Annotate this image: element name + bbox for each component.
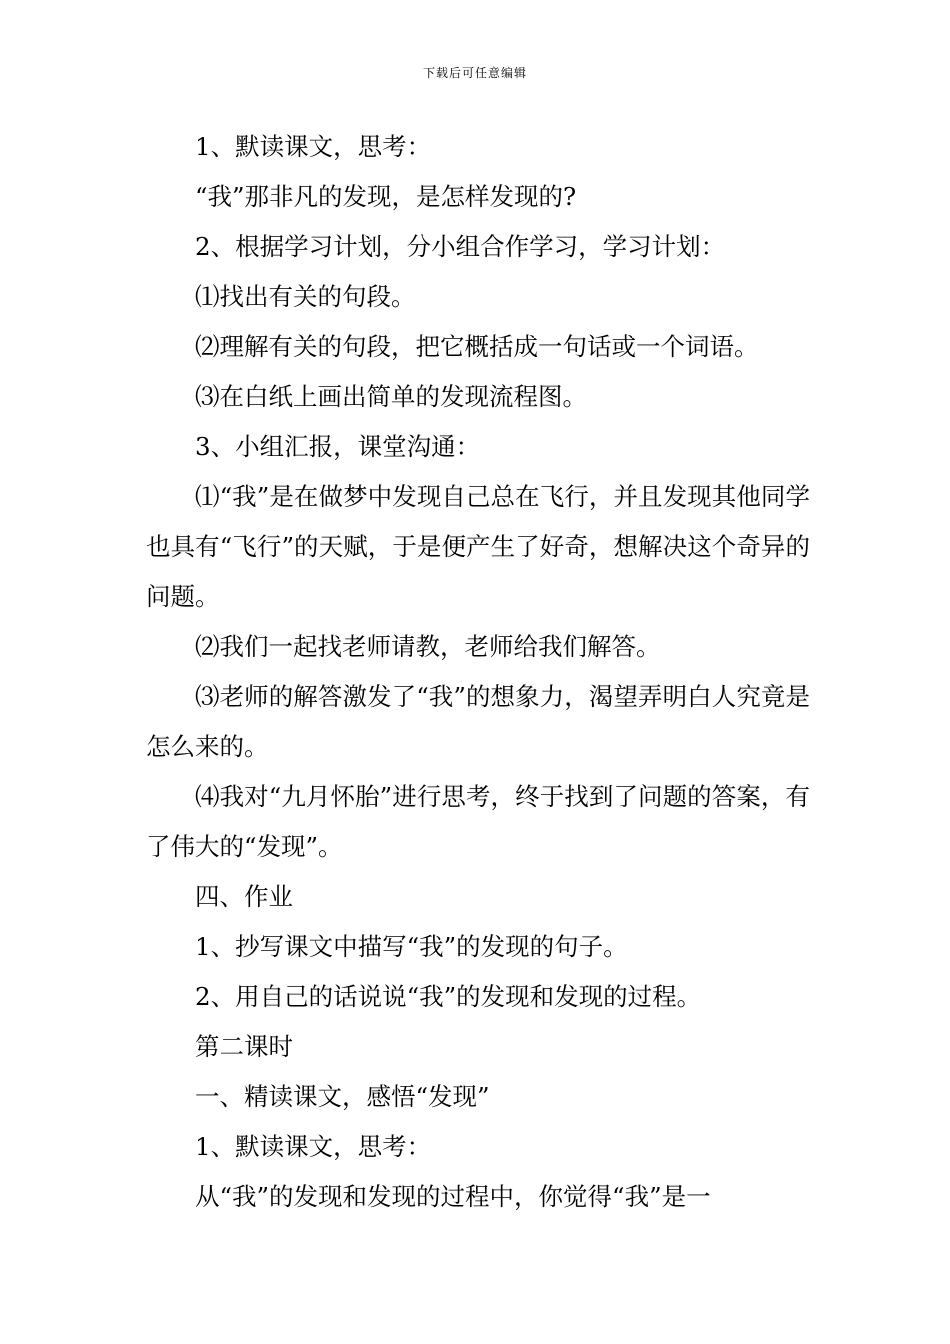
page-header: 下载后可任意编辑 — [422, 66, 527, 80]
paragraph-17: 1、默读课文，思考： — [195, 1132, 432, 1161]
paragraph-4: ⑴找出有关的句段。 — [195, 282, 416, 311]
paragraph-9: ⑵我们一起找老师请教，老师给我们解答。 — [195, 632, 661, 661]
paragraph-14: 2、用自己的话说说“我”的发现和发现的过程。 — [195, 982, 702, 1011]
paragraph-3: 2、根据学习计划，分小组合作学习，学习计划： — [195, 232, 726, 261]
paragraph-6: ⑶在白纸上画出简单的发现流程图。 — [195, 382, 587, 411]
paragraph-5: ⑵理解有关的句段，把它概括成一句话或一个词语。 — [195, 332, 759, 361]
paragraph-11: ⑷我对“九月怀胎”进行思考，终于找到了问题的答案，有了伟大的“发现”。 — [146, 782, 810, 861]
paragraph-7: 3、小组汇报，课堂沟通： — [195, 432, 481, 461]
paragraph-18: 从“我”的发现和发现的过程中，你觉得“我”是一 — [195, 1182, 711, 1211]
paragraph-15: 第二课时 — [195, 1032, 293, 1061]
paragraph-2: “我”那非凡的发现，是怎样发现的? — [195, 182, 577, 211]
document-body — [146, 122, 810, 1222]
paragraph-16: 一、精读课文，感悟“发现” — [195, 1082, 490, 1111]
paragraph-12: 四、作业 — [195, 882, 293, 911]
paragraph-8: ⑴“我”是在做梦中发现自己总在飞行，并且发现其他同学也具有“飞行”的天赋，于是便产生了好奇，想解决这个奇异的问题。 — [146, 482, 810, 611]
paragraph-10: ⑶老师的解答激发了“我”的想象力，渴望弄明白人究竟是怎么来的。 — [146, 682, 810, 761]
paragraph-1: 1、默读课文，思考： — [195, 132, 432, 161]
paragraph-13: 1、抄写课文中描写“我”的发现的句子。 — [195, 932, 628, 961]
